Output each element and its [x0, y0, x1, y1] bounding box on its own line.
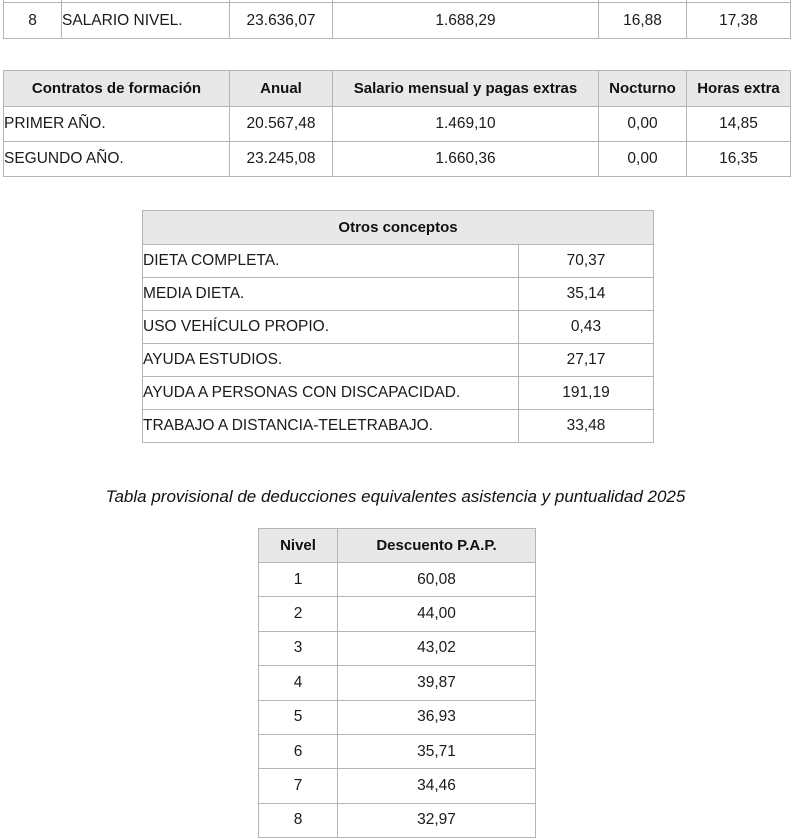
cell-nocturno: 16,88: [599, 3, 687, 39]
cell-nivel: 2: [259, 597, 338, 631]
cell-label: TRABAJO A DISTANCIA-TELETRABAJO.: [143, 410, 519, 443]
table-row: [143, 245, 654, 278]
cell-nocturno: 0,00: [599, 142, 687, 177]
table-row: [143, 311, 654, 344]
cell-descuento: 35,71: [338, 734, 536, 768]
table-row: [259, 631, 536, 665]
table-row: [4, 107, 791, 142]
table-row: [259, 666, 536, 700]
table-row: [259, 803, 536, 837]
header-anual: Anual: [230, 71, 333, 107]
deducciones-caption: Tabla provisional de deducciones equivalentes asistencia y puntualidad 2025: [105, 487, 686, 506]
table-row: [143, 410, 654, 443]
cell-anual: 23.636,07: [230, 3, 333, 39]
salary-level-table: [3, 0, 791, 39]
cell-descuento: 60,08: [338, 563, 536, 597]
cell-value: 191,19: [519, 377, 654, 410]
cell-anual: 20.567,48: [230, 107, 333, 142]
header-nivel: Nivel: [259, 529, 338, 563]
descuento-pap-table: [258, 528, 536, 838]
cell-nivel: 4: [259, 666, 338, 700]
cell-value: 27,17: [519, 344, 654, 377]
table-row: [259, 563, 536, 597]
header-contratos: Contratos de formación: [4, 71, 230, 107]
cell-anual: 23.245,08: [230, 142, 333, 177]
header-salario-mensual: Salario mensual y pagas extras: [333, 71, 599, 107]
table-row: [4, 142, 791, 177]
cell-nivel: 8: [4, 3, 62, 39]
cell-label: USO VEHÍCULO PROPIO.: [143, 311, 519, 344]
header-horas-extra: Horas extra: [687, 71, 791, 107]
table-header-row: [259, 529, 536, 563]
table-row: [259, 769, 536, 803]
cell-nivel: 6: [259, 734, 338, 768]
cell-descuento: 43,02: [338, 631, 536, 665]
cell-horas-extra: 14,85: [687, 107, 791, 142]
contratos-formacion-table: [3, 70, 791, 177]
cell-value: 0,43: [519, 311, 654, 344]
cell-descuento: 44,00: [338, 597, 536, 631]
cell-nocturno: 0,00: [599, 107, 687, 142]
cell-nivel: 7: [259, 769, 338, 803]
cell-nivel: 5: [259, 700, 338, 734]
cell-mensual: 1.660,36: [333, 142, 599, 177]
table-row: [143, 344, 654, 377]
otros-conceptos-table: [142, 210, 654, 443]
cell-mensual: 1.469,10: [333, 107, 599, 142]
cell-value: 35,14: [519, 278, 654, 311]
cell-label: PRIMER AÑO.: [4, 107, 230, 142]
header-nocturno: Nocturno: [599, 71, 687, 107]
cell-label: DIETA COMPLETA.: [143, 245, 519, 278]
table-row: [143, 377, 654, 410]
header-descuento-pap: Descuento P.A.P.: [338, 529, 536, 563]
cell-label: AYUDA ESTUDIOS.: [143, 344, 519, 377]
cell-horas-extra: 17,38: [687, 3, 791, 39]
cell-value: 70,37: [519, 245, 654, 278]
table-row: [259, 734, 536, 768]
cell-value: 33,48: [519, 410, 654, 443]
cell-nivel: 8: [259, 803, 338, 837]
cell-label: SALARIO NIVEL.: [62, 3, 230, 39]
header-otros-conceptos: Otros conceptos: [143, 211, 654, 245]
table-row: [259, 597, 536, 631]
table-row: [143, 278, 654, 311]
table-row: [259, 700, 536, 734]
cell-horas-extra: 16,35: [687, 142, 791, 177]
cell-descuento: 32,97: [338, 803, 536, 837]
table-row: [4, 3, 791, 39]
cell-label: SEGUNDO AÑO.: [4, 142, 230, 177]
cell-descuento: 34,46: [338, 769, 536, 803]
table-header-row: [143, 211, 654, 245]
cell-nivel: 3: [259, 631, 338, 665]
table-header-row: [4, 71, 791, 107]
cell-label: MEDIA DIETA.: [143, 278, 519, 311]
cell-descuento: 36,93: [338, 700, 536, 734]
cell-descuento: 39,87: [338, 666, 536, 700]
cell-mensual: 1.688,29: [333, 3, 599, 39]
cell-label: AYUDA A PERSONAS CON DISCAPACIDAD.: [143, 377, 519, 410]
cell-nivel: 1: [259, 563, 338, 597]
